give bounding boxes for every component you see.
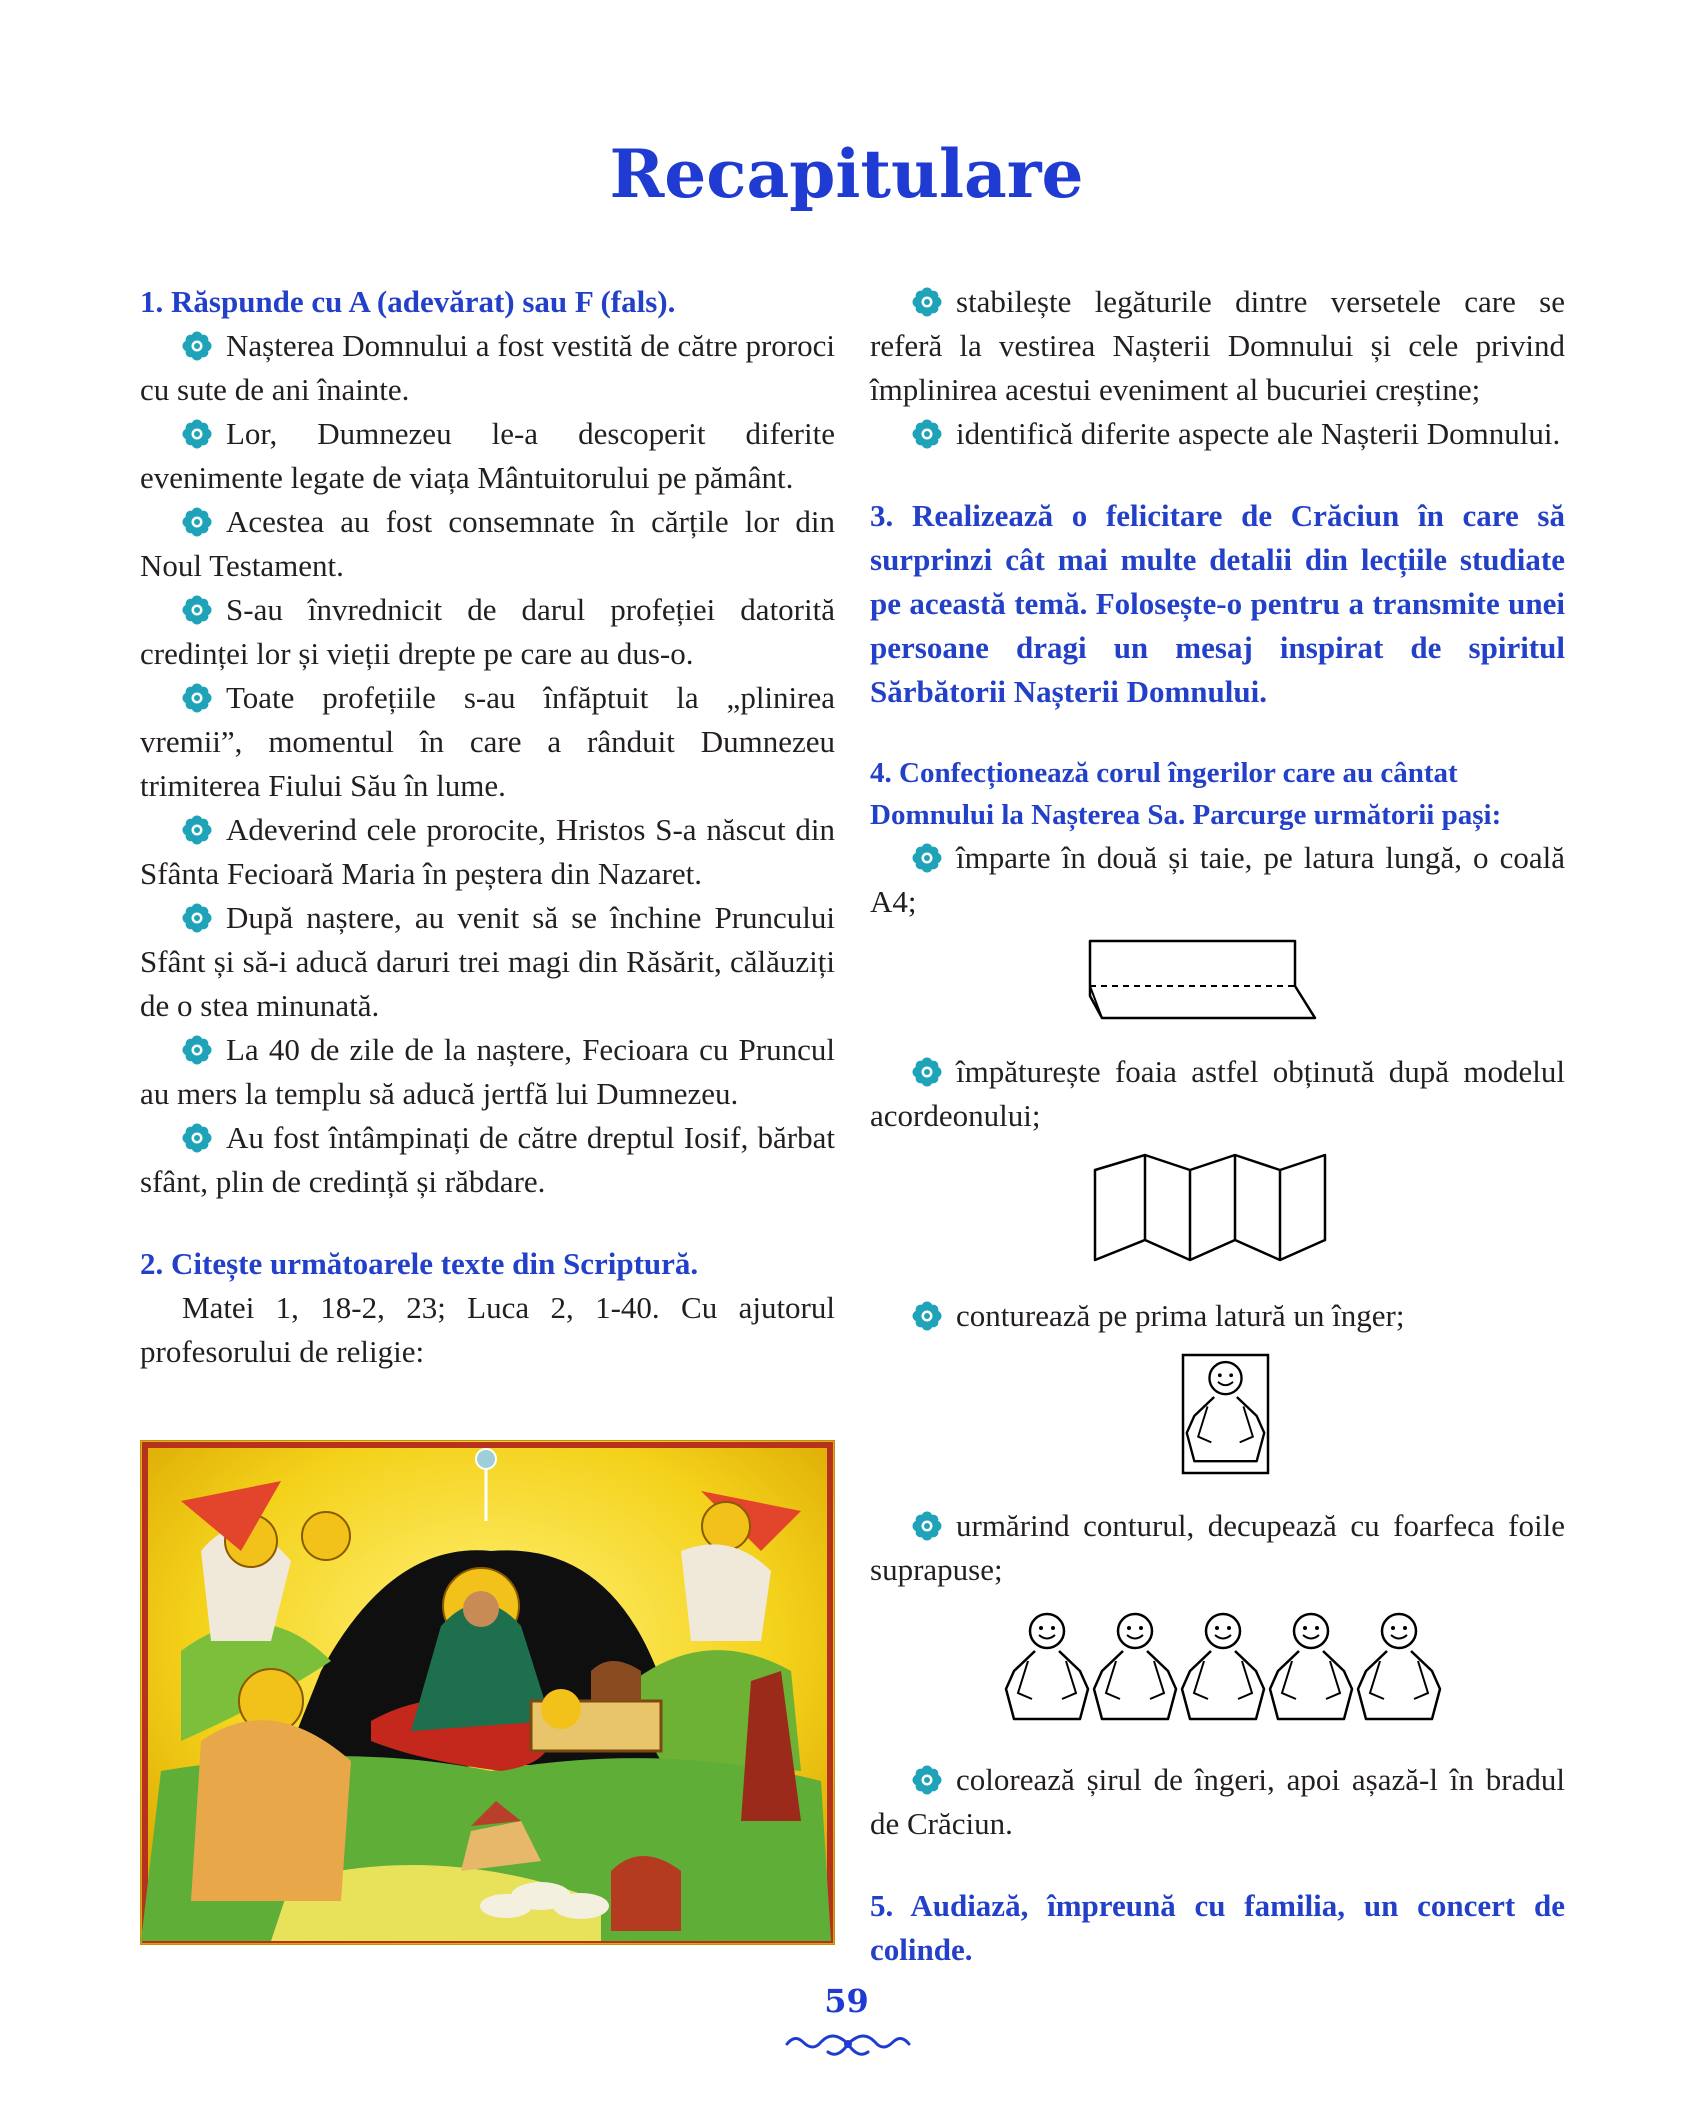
angel-icon — [1006, 1614, 1088, 1719]
flower-bullet-icon — [912, 1765, 942, 1795]
true-false-item: Lor, Dumnezeu le-a descoperit diferite evenimente legate de viața Mântuitorului pe pământ. — [140, 416, 835, 495]
flower-bullet-icon — [912, 1301, 942, 1331]
flower-bullet-icon — [182, 331, 212, 361]
true-false-item: Acestea au fost consemnate în cărțile lor din Noul Testament. — [140, 504, 835, 583]
right-column — [870, 280, 1565, 1972]
scripture-task-item: identifică diferite aspecte ale Nașterii Domnului. — [870, 412, 1565, 456]
floral-ornament-icon — [783, 2024, 913, 2064]
exercise-2-intro: Matei 1, 18-2, 23; Luca 2, 1-40. Cu ajutorul profesorului de religie: — [140, 1290, 835, 1369]
flower-bullet-icon — [912, 419, 942, 449]
flower-bullet-icon — [182, 1035, 212, 1065]
craft-step: conturează pe prima latură un înger; — [870, 1294, 1565, 1338]
angel-icon — [1270, 1614, 1352, 1719]
page-title: Recapitulare — [609, 135, 1084, 213]
flower-bullet-icon — [182, 419, 212, 449]
nativity-painting — [141, 1441, 834, 1944]
true-false-item: Nașterea Domnului a fost vestită de către proroci cu sute de ani înainte. — [140, 328, 835, 407]
exercise-5-heading: 5. Audiază, împreună cu familia, un concert de colinde. — [870, 1888, 1565, 1967]
true-false-item: Adeverind cele prorocite, Hristos S-a născut din Sfânta Fecioară Maria în peștera din Nazaret. — [140, 812, 835, 891]
exercise-3-heading: 3. Realizează o felicitare de Crăciun în care să surprinzi cât mai multe detalii din lecțiile studiate pe această temă. Folosește-o pentru a transmite unei persoane dragi un mesaj inspirat de spiritul Sărbătorii Nașterii Domnului. — [870, 498, 1565, 709]
angel-icon — [1094, 1614, 1176, 1719]
exercise-2-heading: 2. Citește următoarele texte din Scriptură. — [140, 1246, 699, 1281]
angel-outline-diagram — [870, 1350, 1565, 1480]
angel-chain-diagram — [870, 1604, 1565, 1734]
flower-bullet-icon — [182, 903, 212, 933]
flower-bullet-icon — [912, 287, 942, 317]
craft-step: urmărind conturul, decupează cu foarfeca foile suprapuse; — [870, 1508, 1565, 1587]
angel-icon — [1358, 1614, 1440, 1719]
left-column — [140, 280, 835, 1374]
flower-bullet-icon — [182, 683, 212, 713]
exercise-1-heading: 1. Răspunde cu A (adevărat) sau F (fals). — [140, 284, 676, 319]
page-number: 59 — [824, 1982, 869, 2020]
craft-step: colorează șirul de îngeri, apoi așază-l în bradul de Crăciun. — [870, 1762, 1565, 1841]
flower-bullet-icon — [182, 507, 212, 537]
flower-bullet-icon — [912, 1511, 942, 1541]
flower-bullet-icon — [912, 843, 942, 873]
true-false-item: La 40 de zile de la naștere, Fecioara cu Pruncul au mers la templu să aducă jertfă lui Dumnezeu. — [140, 1032, 835, 1111]
flower-bullet-icon — [182, 815, 212, 845]
accordion-fold-diagram — [870, 1150, 1565, 1270]
craft-step: împăturește foaia astfel obținută după modelul acordeonului; — [870, 1054, 1565, 1133]
flower-bullet-icon — [182, 595, 212, 625]
true-false-item: S-au învrednicit de darul profeției datorită credinței lor și vieții drepte pe care au dus-o. — [140, 592, 835, 671]
true-false-item: După naștere, au venit să se închine Pruncului Sfânt și să-i aducă daruri trei magi din Răsărit, călăuziți de o stea minunată. — [140, 900, 835, 1023]
nativity-icon-image — [140, 1440, 835, 1945]
paper-cut-diagram — [870, 936, 1565, 1026]
flower-bullet-icon — [912, 1057, 942, 1087]
exercise-4-heading: 4. Confecționează corul îngerilor care au cântat Domnului la Nașterea Sa. Parcurge următorii pași: — [870, 757, 1502, 831]
flower-bullet-icon — [182, 1123, 212, 1153]
true-false-item: Toate profețiile s-au înfăptuit la „plinirea vremii”, momentul în care a rânduit Dumnezeu trimiterea Fiului Său în lume. — [140, 680, 835, 803]
true-false-item: Au fost întâmpinați de către dreptul Iosif, bărbat sfânt, plin de credință și răbdare. — [140, 1120, 835, 1199]
angel-icon — [1182, 1614, 1264, 1719]
scripture-task-item: stabilește legăturile dintre versetele care se referă la vestirea Nașterii Domnului și cele privind împlinirea acestui eveniment al bucuriei creștine; — [870, 284, 1565, 407]
craft-step: împarte în două și taie, pe latura lungă, o coală A4; — [870, 840, 1565, 919]
